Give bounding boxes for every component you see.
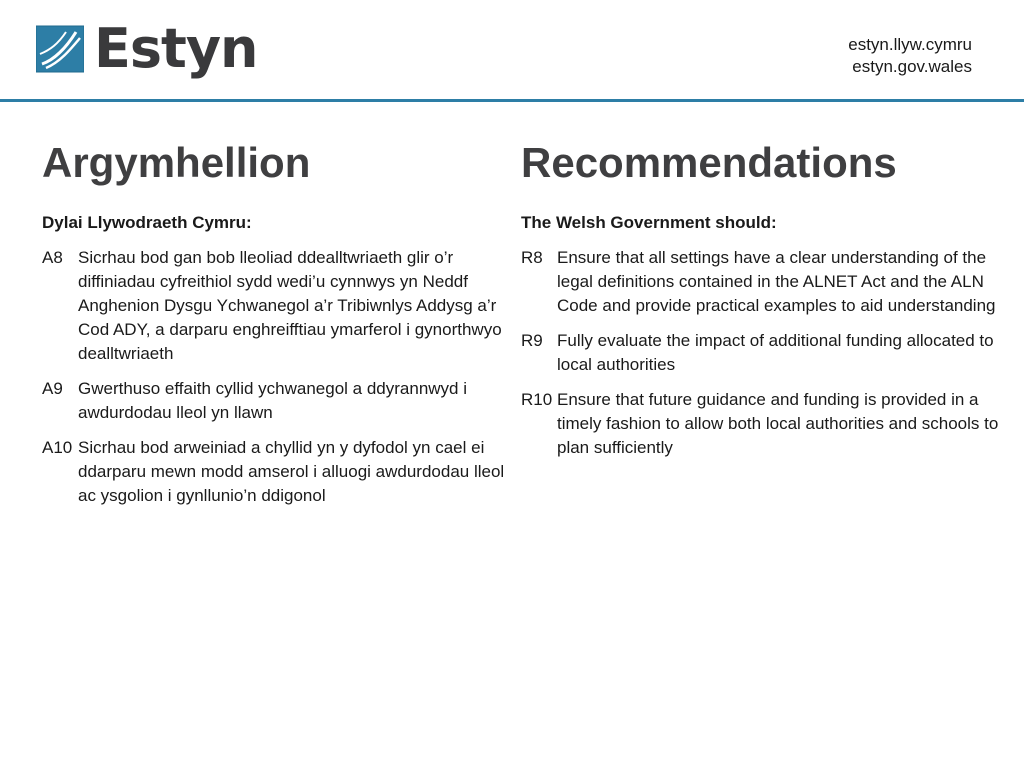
item-text: Sicrhau bod gan bob lleoliad ddealltwriaeth glir o’r diffiniadau cyfreithiol sydd wedi’u cynnwys yn Neddf Anghenion Dysgu Ychwanegol a’r Tribiwnlys Addysg a’r Cod ADY, a darparu enghreifftiau ymarferol i gynorthwyo dealltwriaeth bbox=[78, 248, 502, 363]
recommendation-item bbox=[521, 329, 1001, 377]
welsh-url-link[interactable]: estyn.llyw.cymru bbox=[848, 35, 972, 54]
logo-wordmark: Estyn bbox=[94, 17, 258, 80]
item-code: A8 bbox=[42, 248, 63, 267]
english-column bbox=[521, 138, 1001, 471]
item-code: R10 bbox=[521, 390, 553, 409]
item-code: A10 bbox=[42, 438, 73, 457]
item-code: R9 bbox=[521, 331, 543, 350]
item-code: A9 bbox=[42, 379, 63, 398]
item-text: Fully evaluate the impact of additional funding allocated to local authorities bbox=[557, 331, 994, 374]
item-text: Ensure that future guidance and funding is provided in a timely fashion to allow both local authorities and schools to plan sufficiently bbox=[557, 390, 999, 457]
site-urls bbox=[848, 34, 972, 78]
recommendation-item bbox=[521, 246, 1001, 318]
welsh-column bbox=[42, 138, 508, 519]
item-text: Sicrhau bod arweiniad a chyllid yn y dyfodol yn cael ei ddarparu mewn modd amserol i alluogi awdurdodau lleol ac ysgolion i gynllunio’n ddigonol bbox=[78, 438, 505, 505]
english-heading: Recommendations bbox=[521, 139, 897, 186]
english-url-link[interactable]: estyn.gov.wales bbox=[852, 57, 972, 76]
welsh-lead: Dylai Llywodraeth Cymru: bbox=[42, 213, 252, 232]
header-divider bbox=[0, 99, 1024, 102]
estyn-logo[interactable] bbox=[36, 17, 258, 80]
item-text: Ensure that all settings have a clear understanding of the legal definitions contained in the ALNET Act and the ALN Code and provide practical examples to aid understanding bbox=[557, 248, 996, 315]
recommendation-item bbox=[42, 377, 508, 425]
item-text: Gwerthuso effaith cyllid ychwanegol a ddyrannwyd i awdurdodau lleol yn llawn bbox=[78, 379, 468, 422]
recommendation-item bbox=[521, 388, 1001, 460]
recommendation-item bbox=[42, 436, 508, 508]
welsh-heading: Argymhellion bbox=[42, 139, 311, 186]
item-code: R8 bbox=[521, 248, 543, 267]
recommendation-item bbox=[42, 246, 508, 366]
estyn-logo-icon bbox=[36, 24, 84, 74]
header bbox=[0, 0, 1024, 102]
english-lead: The Welsh Government should: bbox=[521, 213, 777, 232]
